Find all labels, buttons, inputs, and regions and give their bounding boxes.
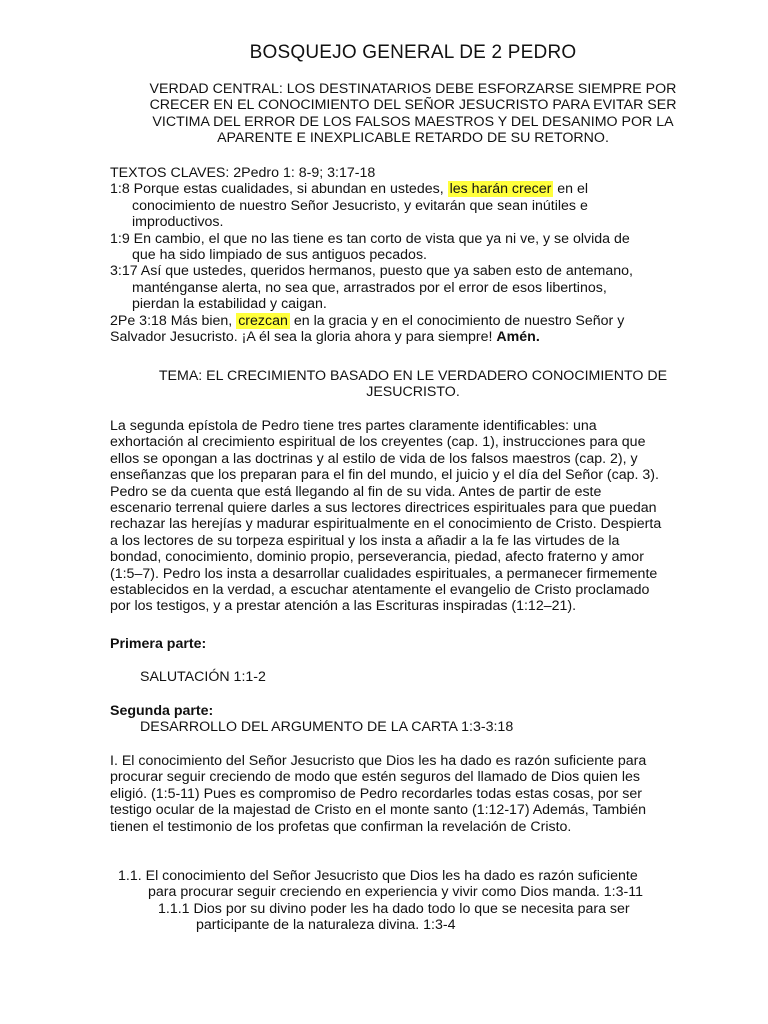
point-one-line: procurar seguir creciendo de modo que estén seguros del llamado de Dios quien les xyxy=(110,769,640,786)
verse-1-8-line: improductivos. xyxy=(132,214,224,231)
point-one-line: tienen el testimonio de los profetas que confirman la revelación de Cristo. xyxy=(110,818,572,835)
key-texts xyxy=(110,165,716,345)
intro-line: (1:5–7). Pedro los insta a desarrollar cualidades espirituales, a permanecer firmemente xyxy=(110,565,658,582)
verse-text: en el xyxy=(557,181,589,198)
central-truth-line: APARENTE E INEXPLICABLE RETARDO DE SU RETORNO. xyxy=(217,130,609,147)
document-title: BOSQUEJO GENERAL DE 2 PEDRO xyxy=(249,42,577,63)
verse-text: Salvador Jesucristo. ¡A él sea la gloria ahora y para siempre! xyxy=(110,329,493,346)
amen-text: Amén. xyxy=(496,329,540,346)
verse-3-17: 3:17 Así que ustedes, queridos hermanos, puesto que ya saben esto de antemano, xyxy=(110,263,633,280)
theme xyxy=(110,368,716,401)
subpoint-1-1-1: 1.1.1 Dios por su divino poder les ha dado todo lo que se necesita para ser xyxy=(158,900,630,917)
point-one-line: I. El conocimiento del Señor Jesucristo que Dios les ha dado es razón suficiente para xyxy=(110,753,647,769)
theme-line: TEMA: EL CRECIMIENTO BASADO EN LE VERDADERO CONOCIMIENTO DE xyxy=(158,368,668,384)
theme-line: JESUCRISTO. xyxy=(366,384,460,401)
intro-paragraph xyxy=(110,418,716,615)
verse-text: en la gracia y en el conocimiento de nuestro Señor y xyxy=(293,312,625,329)
verse-text: 1:8 Porque estas cualidades, si abundan en ustedes, xyxy=(110,181,444,198)
intro-line: La segunda epístola de Pedro tiene tres partes claramente identificables: una xyxy=(110,418,597,434)
intro-line: bondad, conocimiento, dominio propio, perseverancia, piedad, afecto fraterno y amor xyxy=(110,549,644,566)
intro-line: a los lectores de su torpeza espiritual y los insta a añadir a la fe las virtudes de la xyxy=(110,532,620,549)
intro-line: enseñanzas que los preparan para el fin del mundo, el juicio y el día del Señor (cap. 3). xyxy=(110,467,659,484)
salutation: SALUTACIÓN 1:1-2 xyxy=(140,669,266,685)
part-one-heading: Primera parte: xyxy=(110,636,207,652)
verse-text: 2Pe 3:18 Más bien, xyxy=(110,312,233,329)
central-truth xyxy=(110,81,716,147)
point-one-line: eligió. (1:5-11) Pues es compromiso de Pedro recordarles todas estas cosas, por ser xyxy=(110,785,643,802)
central-truth-line: CRECER EN EL CONOCIMIENTO DEL SEÑOR JESUCRISTO PARA EVITAR SER xyxy=(149,97,677,114)
outline-subpoints xyxy=(118,868,718,934)
highlighted-text: crezcan xyxy=(238,312,288,329)
verse-3-17-line: manténganse alerta, no sea que, arrastrados por el error de esos libertinos, xyxy=(132,279,607,296)
point-one-paragraph xyxy=(110,753,716,835)
key-texts-heading: TEXTOS CLAVES: 2Pedro 1: 8-9; 3:17-18 xyxy=(110,165,376,181)
part-two-heading: Segunda parte: xyxy=(110,703,214,719)
verse-1-9: 1:9 En cambio, el que no las tiene es tan corto de vista que ya ni ve, y se olvida de xyxy=(110,230,630,247)
central-truth-line: VICTIMA DEL ERROR DE LOS FALSOS MAESTROS Y DEL DESANIMO POR LA xyxy=(152,113,674,130)
subpoint-1-1-1-line: participante de la naturaleza divina. 1:3-4 xyxy=(196,917,456,934)
intro-line: por los testigos, y a prestar atención a las Escrituras inspiradas (1:12–21). xyxy=(110,598,577,615)
intro-line: ellos se opongan a las doctrinas y al estilo de vida de los falsos maestros (cap. 2), y xyxy=(110,450,638,467)
intro-line: escenario terrenal quiere darles a sus lectores directrices espirituales para que puedan xyxy=(110,500,657,517)
intro-line: rechazar las herejías y madurar espiritualmente en el conocimiento de Cristo. Despierta xyxy=(110,516,662,533)
verse-3-18-line xyxy=(110,329,716,345)
verse-1-8-line: conocimiento de nuestro Señor Jesucristo, y evitarán que sean inútiles e xyxy=(132,197,588,214)
subpoint-1-1-line: para procurar seguir creciendo en experiencia y vivir como Dios manda. 1:3-11 xyxy=(148,884,643,901)
argument-heading: DESARROLLO DEL ARGUMENTO DE LA CARTA 1:3-3:18 xyxy=(140,719,514,735)
verse-1-8 xyxy=(110,181,716,197)
subpoint-1-1: 1.1. El conocimiento del Señor Jesucristo que Dios les ha dado es razón suficiente xyxy=(118,868,638,884)
intro-line: exhortación al crecimiento espiritual de los creyentes (cap. 1), instrucciones para que xyxy=(110,434,646,451)
central-truth-line: VERDAD CENTRAL: LOS DESTINATARIOS DEBE ESFORZARSE SIEMPRE POR xyxy=(149,81,677,97)
verse-1-9-line: que ha sido limpiado de sus antiguos pecados. xyxy=(132,247,427,264)
point-one-line: testigo ocular de la majestad de Cristo en el monte santo (1:12-17) Además, También xyxy=(110,802,647,819)
highlighted-text: les harán crecer xyxy=(449,181,552,198)
verse-3-18 xyxy=(110,313,716,329)
intro-line: Pedro se da cuenta que está llegando al fin de su vida. Antes de partir de este xyxy=(110,483,602,500)
intro-line: establecidos en la verdad, a escuchar atentamente el evangelio de Cristo proclamado xyxy=(110,582,650,599)
verse-3-17-line: pierdan la estabilidad y caigan. xyxy=(132,296,327,313)
